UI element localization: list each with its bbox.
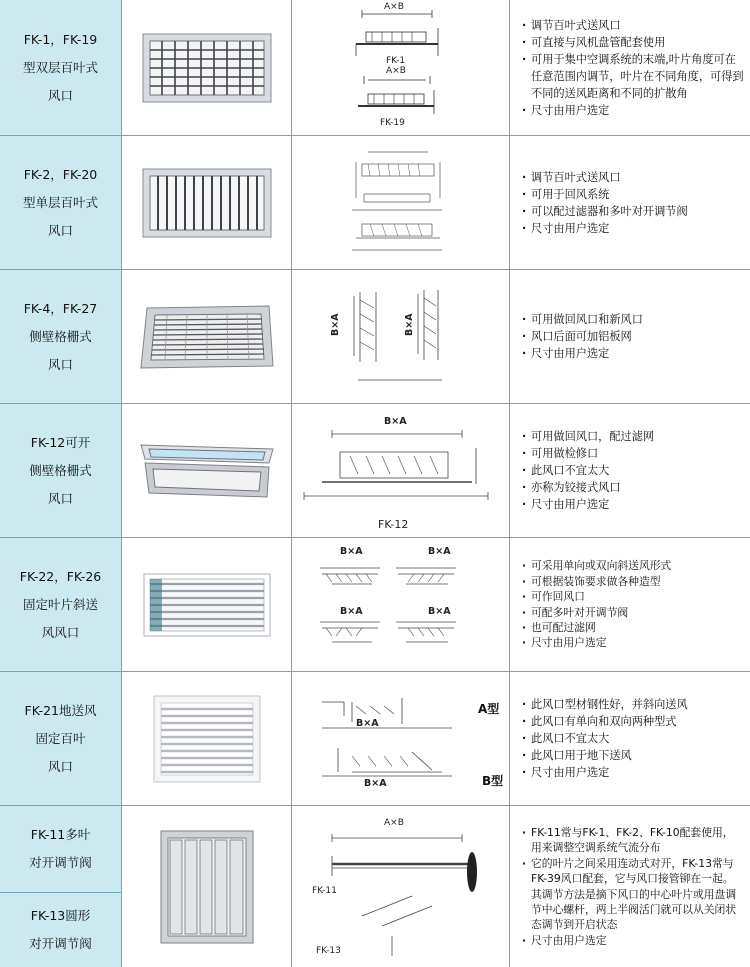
- feature-item: · 可采用单向或双向斜送风形式: [522, 558, 744, 573]
- product-name-cell: [0, 892, 122, 967]
- feature-list: [510, 806, 750, 967]
- feature-item: · 此风口型材钢性好，并斜向送风: [522, 696, 744, 713]
- product-name-cell: [0, 136, 122, 269]
- product-name-line: 固定百叶: [35, 730, 86, 746]
- dimension-label: B×A: [356, 718, 379, 729]
- product-name-line: 固定叶片斜送: [22, 596, 98, 612]
- technical-drawing: [292, 136, 510, 269]
- feature-item: · 可配多叶对开调节阀: [522, 605, 744, 620]
- type-b-label: B型: [482, 774, 504, 788]
- single-louver-grille-image: [142, 168, 272, 238]
- dimension-label: A×B: [384, 818, 404, 828]
- feature-item: · 可以配过滤器和多叶对开调节阀: [522, 203, 744, 220]
- feature-list: [510, 672, 750, 805]
- feature-item: · 它的叶片之间采用连动式对开，FK-13常与FK-39风口配套，它与风口接管铆在一起。其调节方法是摘下风口的中心叶片或用盘调节中心螺杆，两上半阀活门就可以从关闭状态调节到开启状态: [522, 856, 744, 933]
- feature-item: · 尺寸由用户选定: [522, 345, 744, 362]
- dimension-label: B×A: [384, 416, 407, 427]
- section-drawing: [292, 672, 510, 806]
- product-name-cell: [0, 0, 122, 135]
- model-label: FK-11: [312, 886, 337, 896]
- double-louver-grille-image: [142, 33, 272, 103]
- feature-item: · 尺寸由用户选定: [522, 764, 744, 781]
- dimension-label: B×A: [330, 313, 341, 336]
- feature-item: · 此风口有单向和双向两种型式: [522, 713, 744, 730]
- feature-item: · 调节百叶式送风口: [522, 169, 744, 186]
- feature-list: [510, 538, 750, 671]
- product-name-line: 对开调节阀: [29, 855, 92, 870]
- hinged-grille-image: [137, 441, 277, 501]
- feature-item: · 可用于回风系统: [522, 186, 744, 203]
- feature-item: · 调节百叶式送风口: [522, 17, 744, 34]
- model-label: FK-19: [380, 118, 405, 128]
- section-drawing: [292, 136, 510, 270]
- product-photo: [122, 0, 292, 135]
- type-a-label: A型: [478, 702, 500, 716]
- section-drawing: [292, 538, 510, 672]
- model-label: FK-13: [316, 946, 341, 956]
- feature-item: · 风口后面可加铝板网: [522, 328, 744, 345]
- product-name-line: 对开调节阀: [29, 936, 92, 951]
- product-name-cell: [0, 404, 122, 537]
- product-name-line: 型双层百叶式: [22, 59, 98, 75]
- feature-item: · 尺寸由用户选定: [522, 933, 744, 948]
- dimension-label: A×B: [386, 66, 406, 76]
- feature-list: [510, 404, 750, 537]
- product-photo: [122, 538, 292, 671]
- feature-item: · 此风口用于地下送风: [522, 747, 744, 764]
- product-name-cell: [0, 538, 122, 671]
- feature-item: · 可根据装饰要求做各种造型: [522, 574, 744, 589]
- product-name-line: 侧壁格栅式: [29, 462, 92, 478]
- feature-item: · 此风口不宜太大: [522, 462, 744, 479]
- product-photo: [122, 136, 292, 269]
- dimension-label: B×A: [428, 546, 451, 557]
- feature-item: · 尺寸由用户选定: [522, 102, 744, 119]
- product-name-line: FK-4，FK-27: [23, 300, 98, 316]
- section-drawing: [292, 270, 510, 404]
- product-name-line: FK-11多叶: [30, 827, 91, 842]
- technical-drawing: [292, 270, 510, 403]
- technical-drawing: [292, 404, 510, 537]
- feature-item: · 可作回风口: [522, 589, 744, 604]
- table-row: [0, 538, 750, 672]
- feature-list: [510, 270, 750, 403]
- feature-item: · 可用做回风口，配过滤网: [522, 428, 744, 445]
- product-photo: [122, 672, 292, 805]
- feature-item: · 也可配过滤网: [522, 620, 744, 635]
- product-name-line: 侧壁格栅式: [29, 328, 92, 344]
- product-name-cell: [0, 270, 122, 403]
- product-name-line: 风口: [47, 758, 73, 774]
- product-name-line: 风口: [47, 356, 73, 372]
- dimension-label: B×A: [428, 606, 451, 617]
- feature-item: · 可用做检修口: [522, 445, 744, 462]
- technical-drawing: [292, 0, 510, 135]
- table-row: [0, 0, 750, 136]
- product-photo: [122, 806, 292, 967]
- product-name-cell: [0, 806, 122, 892]
- product-photo: [122, 270, 292, 403]
- product-name-cell: [0, 672, 122, 805]
- fixed-blade-grille-image: [142, 572, 272, 638]
- feature-list: [510, 136, 750, 269]
- technical-drawing: [292, 672, 510, 805]
- product-name-line: FK-1，FK-19: [23, 31, 98, 47]
- product-name-line: 型单层百叶式: [22, 194, 98, 210]
- feature-list: [510, 0, 750, 135]
- dimension-label: B×A: [340, 546, 363, 557]
- technical-drawing: [292, 806, 510, 967]
- product-name-line: 风风口: [41, 624, 80, 640]
- dimension-label: B×A: [340, 606, 363, 617]
- feature-item: · 可用做回风口和新风口: [522, 311, 744, 328]
- product-name-line: FK-13圆形: [30, 908, 91, 923]
- dimension-label: B×A: [404, 313, 415, 336]
- feature-item: · FK-11常与FK-1、FK-2、FK-10配套使用，用来调整空调系统气流分布: [522, 825, 744, 856]
- model-label: FK-1: [386, 56, 406, 66]
- product-name-line: 风口: [47, 87, 73, 103]
- feature-item: · 可直接与风机盘管配套使用: [522, 34, 744, 51]
- feature-item: · 尺寸由用户选定: [522, 496, 744, 513]
- table-row: [0, 806, 750, 967]
- product-name-line: FK-21地送风: [24, 702, 97, 718]
- feature-item: · 尺寸由用户选定: [522, 220, 744, 237]
- feature-item: · 此风口不宜太大: [522, 730, 744, 747]
- product-name-line: FK-22，FK-26: [19, 568, 102, 584]
- feature-item: · 尺寸由用户选定: [522, 635, 744, 650]
- dimension-label: B×A: [364, 778, 387, 789]
- product-name-line: FK-2，FK-20: [23, 166, 98, 182]
- product-photo: [122, 404, 292, 537]
- technical-drawing: [292, 538, 510, 671]
- wall-grille-image: [137, 302, 277, 372]
- dimension-label: A×B: [384, 2, 404, 12]
- table-row: [0, 672, 750, 806]
- table-row: [0, 270, 750, 404]
- multi-blade-damper-image: [157, 827, 257, 947]
- model-label: FK-12: [378, 518, 409, 531]
- table-row: [0, 404, 750, 538]
- table-row: [0, 136, 750, 270]
- feature-item: · 亦称为铰接式风口: [522, 479, 744, 496]
- product-name-line: 风口: [47, 222, 73, 238]
- product-name-line: 风口: [47, 490, 73, 506]
- product-name-line: FK-12可开: [30, 434, 91, 450]
- feature-item: · 可用于集中空调系统的末端,叶片角度可在任意范围内调节，叶片在不同角度，可得到不同的送风距离和不同的扩散角: [522, 51, 744, 102]
- floor-grille-image: [152, 694, 262, 784]
